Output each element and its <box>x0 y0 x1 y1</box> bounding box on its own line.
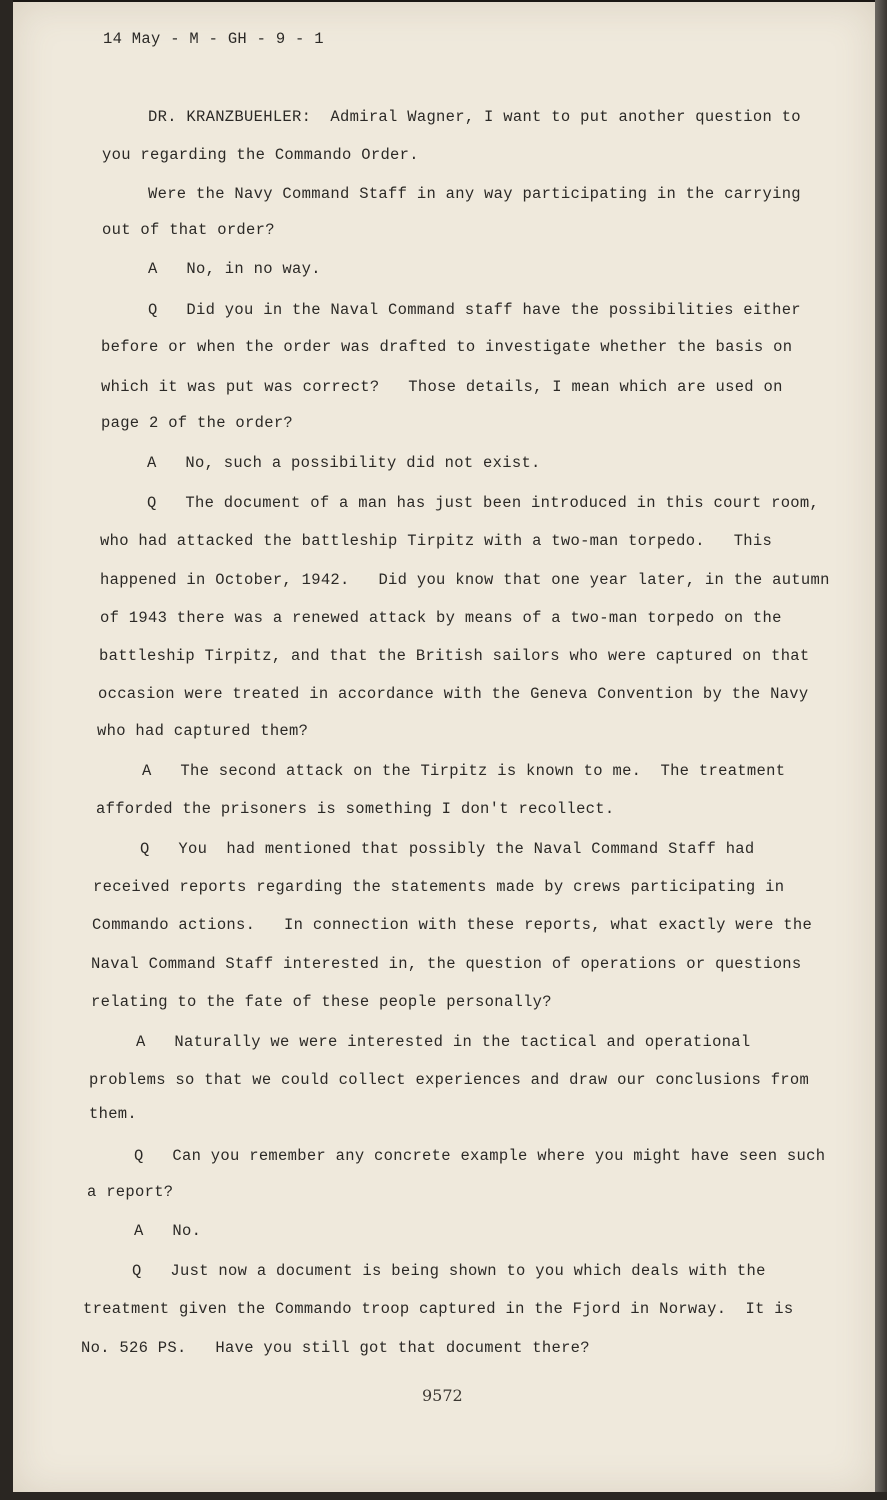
text-line: A Naturally we were interested in the tactical and operational <box>136 1033 751 1051</box>
text-line: which it was put was correct? Those details, I mean which are used on <box>101 378 783 396</box>
scan-edge-right <box>875 0 887 1500</box>
text-line: relating to the fate of these people personally? <box>91 993 552 1011</box>
text-line: A No. <box>134 1222 202 1240</box>
text-line: problems so that we could collect experiences and draw our conclusions from <box>89 1071 810 1089</box>
text-line: out of that order? <box>102 221 275 239</box>
text-line: of 1943 there was a renewed attack by means of a two-man torpedo on the <box>100 609 782 627</box>
text-line: received reports regarding the statements made by crews participating in <box>93 878 785 896</box>
scan-edge-bottom <box>0 1492 887 1500</box>
typed-page <box>13 0 875 1494</box>
text-line: Q The document of a man has just been introduced in this court room, <box>147 494 820 512</box>
text-line: a report? <box>87 1183 174 1201</box>
text-line: A No, such a possibility did not exist. <box>147 454 541 472</box>
text-line: A No, in no way. <box>148 260 321 278</box>
header-reference: 14 May - M - GH - 9 - 1 <box>103 30 324 48</box>
text-line: Naval Command Staff interested in, the question of operations or questions <box>91 955 802 973</box>
text-line: afforded the prisoners is something I don't recollect. <box>96 800 615 818</box>
text-line: Were the Navy Command Staff in any way participating in the carrying <box>148 185 801 203</box>
text-line: happened in October, 1942. Did you know that one year later, in the autumn <box>100 571 830 589</box>
text-line: you regarding the Commando Order. <box>102 146 419 164</box>
text-line: No. 526 PS. Have you still got that document there? <box>81 1339 590 1357</box>
text-line: Commando actions. In connection with these reports, what exactly were the <box>92 916 813 934</box>
text-line: Q Can you remember any concrete example where you might have seen such <box>134 1147 826 1165</box>
page-number: 9572 <box>422 1386 463 1405</box>
text-line: occasion were treated in accordance with the Geneva Convention by the Navy <box>98 685 809 703</box>
text-line: who had captured them? <box>97 722 309 740</box>
text-line: who had attacked the battleship Tirpitz with a two-man torpedo. This <box>100 532 773 550</box>
text-line: Q Did you in the Naval Command staff have the possibilities either <box>148 301 801 319</box>
text-line: before or when the order was drafted to investigate whether the basis on <box>101 338 793 356</box>
text-line: them. <box>89 1105 138 1123</box>
text-line: Q Just now a document is being shown to you which deals with the <box>132 1262 766 1280</box>
text-line: page 2 of the order? <box>101 414 294 432</box>
text-line: A The second attack on the Tirpitz is known to me. The treatment <box>142 762 786 780</box>
text-line: battleship Tirpitz, and that the British sailors who were captured on that <box>99 647 810 665</box>
text-line: Q You had mentioned that possibly the Naval Command Staff had <box>140 840 755 858</box>
text-line: treatment given the Commando troop captured in the Fjord in Norway. It is <box>83 1300 794 1318</box>
text-line: DR. KRANZBUEHLER: Admiral Wagner, I want to put another question to <box>148 108 801 126</box>
